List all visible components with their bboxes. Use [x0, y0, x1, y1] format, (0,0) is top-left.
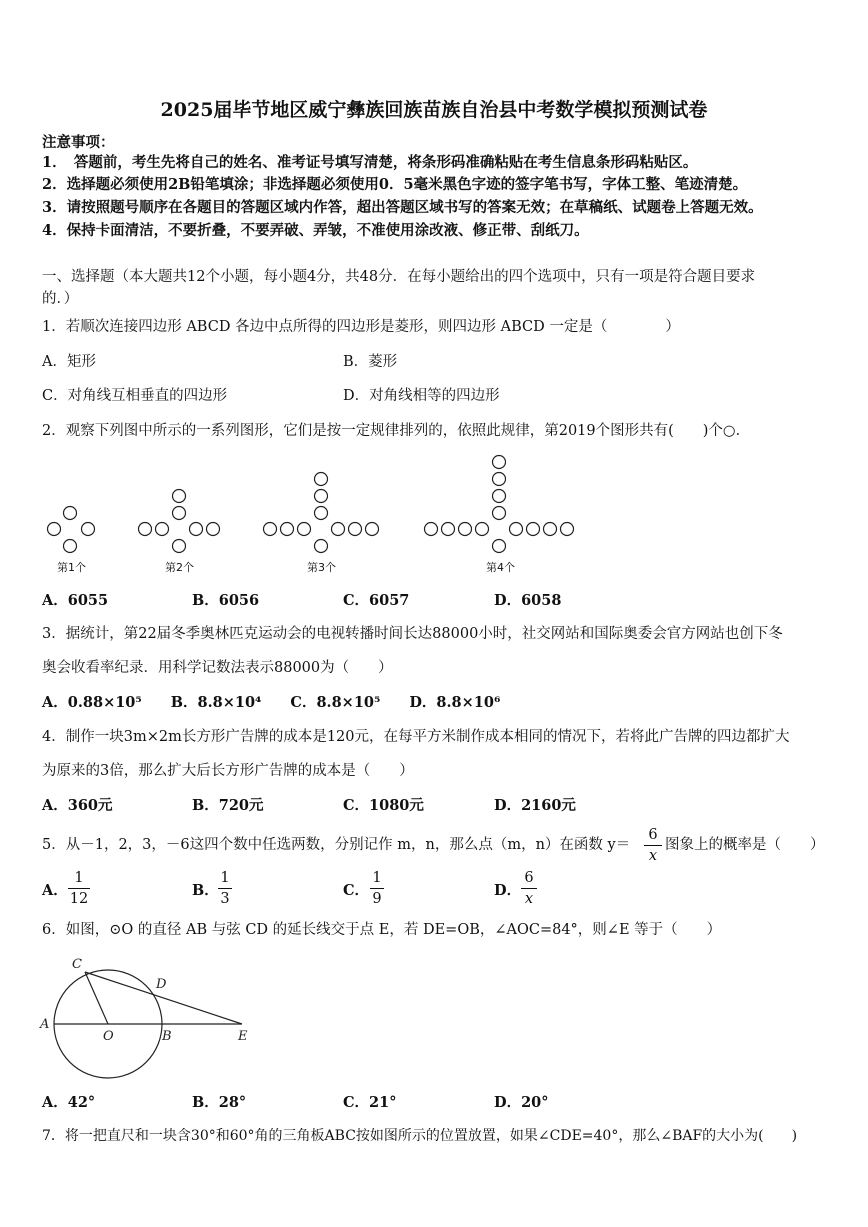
q5-stem-part1: 5．从－1，2，3，－6这四个数中任选两数，分别记作 m，n，那么点（m，n）在函数 y＝ — [42, 837, 631, 853]
q3-stem-line2: 奥会收看率纪录．用科学记数法表示88000为（ ） — [42, 660, 393, 676]
q6-label-d: D — [156, 977, 167, 992]
q5-fraction-6-over-x: 6 x — [644, 826, 662, 865]
q2-caption-3: 第3个 — [307, 561, 336, 574]
notice-item-2: 2．选择题必须使用2B铅笔填涂；非选择题必须使用0．5毫米黑色字迹的签字笔书写，字体工整、笔迹清楚。 — [42, 176, 748, 193]
q4-stem-line1: 4．制作一块3m×2m长方形广告牌的成本是120元，在每平方米制作成本相同的情况下，若将此广告牌的四边都扩大 — [42, 729, 790, 745]
q1-option-c: C．对角线互相垂直的四边形 — [42, 388, 228, 404]
q1-option-d: D．对角线相等的四边形 — [343, 388, 500, 404]
q6-label-o: O — [103, 1029, 114, 1044]
q6-label-a: A — [40, 1017, 50, 1032]
q4-option-b: B．720元 — [192, 797, 264, 814]
q6-label-e: E — [238, 1029, 248, 1044]
q6-option-d: D．20° — [494, 1094, 549, 1111]
q2-caption-1: 第1个 — [57, 561, 86, 574]
q5-option-d-fraction: 6 x — [521, 869, 537, 908]
q5-option-c-fraction: 1 9 — [370, 869, 384, 908]
q5-option-a: A． — [42, 882, 68, 899]
q6-option-b: B．28° — [192, 1094, 247, 1111]
q2-caption-4: 第4个 — [486, 561, 515, 574]
q2-option-a: A．6055 — [42, 592, 109, 609]
notice-heading: 注意事项： — [42, 134, 115, 151]
q4-stem-line2: 为原来的3倍，那么扩大后长方形广告牌的成本是（ ） — [42, 763, 414, 779]
section-heading-line2: 的．） — [42, 291, 79, 307]
q4-option-a: A．360元 — [42, 797, 113, 814]
q5-option-c: C． — [343, 882, 370, 899]
q2-option-d: D．6058 — [494, 592, 562, 609]
q3-options: A．0.88×10⁵ B．8.8×10⁴ C．8.8×10⁵ D．8.8×10⁶ — [42, 694, 501, 711]
q5-option-b-fraction: 1 3 — [218, 869, 232, 908]
q2-circle-pattern-figure — [0, 450, 868, 560]
q2-option-b: B．6056 — [192, 592, 260, 609]
q5-option-a-fraction: 1 12 — [69, 870, 89, 907]
page-title: 2025届毕节地区威宁彝族回族苗族自治县中考数学模拟预测试卷 — [160, 99, 708, 121]
q2-caption-2: 第2个 — [165, 561, 194, 574]
q6-option-a: A．42° — [42, 1094, 96, 1111]
q6-stem: 6．如图，⊙O 的直径 AB 与弦 CD 的延长线交于点 E，若 DE=OB，∠AOC=84°，则∠E 等于（ ） — [42, 922, 722, 938]
q2-stem: 2．观察下列图中所示的一系列图形，它们是按一定规律排列的，依照此规律，第2019个图形共有( )个○． — [42, 423, 751, 439]
notice-item-3: 3．请按照题号顺序在各题目的答题区域内作答，超出答题区域书写的答案无效；在草稿纸、试题卷上答题无效。 — [42, 199, 763, 216]
q4-option-d: D．2160元 — [494, 797, 576, 814]
q7-stem: 7．将一把直尺和一块含30°和60°角的三角板ABC按如图所示的位置放置，如果∠CDE=40°，那么∠BAF的大小为( ) — [42, 1128, 798, 1144]
notice-item-4: 4．保持卡面清洁，不要折叠，不要弄破、弄皱，不准使用涂改液、修正带、刮纸刀。 — [42, 222, 589, 239]
q5-stem-part2: 图象上的概率是（ ） — [665, 837, 825, 853]
q5-option-b: B． — [192, 882, 219, 899]
q6-option-c: C．21° — [343, 1094, 397, 1111]
q1-option-b: B．菱形 — [343, 354, 398, 370]
q3-stem-line1: 3．据统计，第22届冬季奥林匹克运动会的电视转播时间长达88000小时，社交网站和国际奥委会官方网站也创下冬 — [42, 626, 783, 642]
q4-option-c: C．1080元 — [343, 797, 424, 814]
q5-option-d: D． — [494, 882, 522, 899]
q2-option-c: C．6057 — [343, 592, 410, 609]
notice-item-1: 1． 答题前，考生先将自己的姓名、准考证号填写清楚，将条形码准确粘贴在考生信息条形码粘贴区。 — [42, 154, 698, 171]
q6-circle-geometry-figure — [0, 950, 300, 1080]
section-heading-line1: 一、选择题（本大题共12个小题，每小题4分，共48分．在每小题给出的四个选项中，只有一项是符合题目要求 — [42, 269, 756, 285]
q1-stem: 1．若顺次连接四边形 ABCD 各边中点所得的四边形是菱形，则四边形 ABCD 一定是（ ） — [42, 319, 680, 335]
q6-label-c: C — [72, 957, 82, 972]
q6-label-b: B — [162, 1029, 172, 1044]
q1-option-a: A．矩形 — [42, 354, 96, 370]
